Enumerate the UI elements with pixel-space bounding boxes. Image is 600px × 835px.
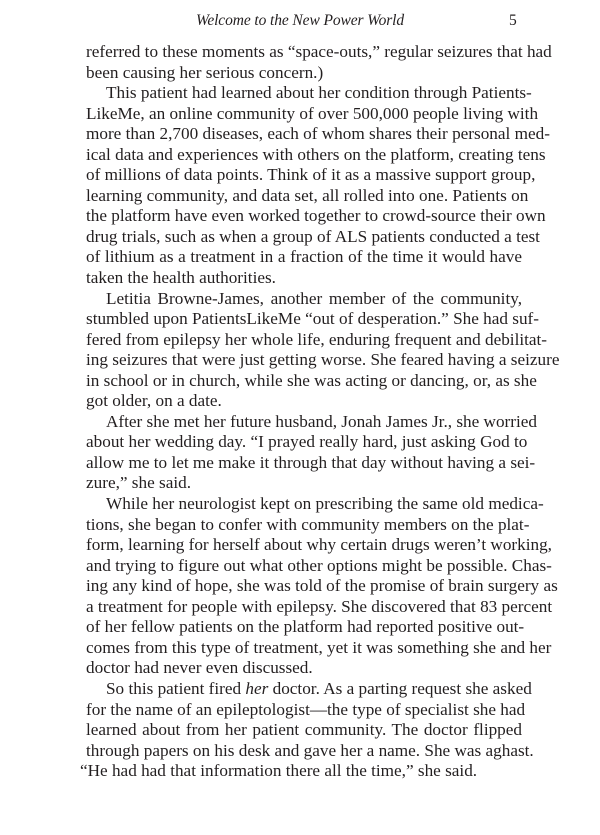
text-line: ing seizures that were just getting worse. She feared having a seizure: [86, 350, 560, 370]
text-line: through papers on his desk and gave her a name. She was aghast.: [86, 740, 534, 760]
text-line: comes from this type of treatment, yet it was something she and her: [86, 637, 552, 657]
text-line: [86, 678, 532, 700]
text-line: got older, on a date.: [86, 391, 222, 411]
body-text: [80, 42, 560, 782]
text-line: referred to these moments as “space-outs,” regular seizures that had: [86, 42, 552, 61]
text-line: a treatment for people with epilepsy. She discovered that 83 percent: [86, 596, 553, 616]
paragraph: [86, 288, 560, 412]
text-line: After she met her future husband, Jonah James Jr., she worried: [106, 411, 538, 431]
paragraph: [80, 678, 534, 782]
text-line: fered from epilepsy her whole life, enduring frequent and debilitat-: [86, 329, 548, 349]
text-line: learning community, and data set, all rolled into one. Patients on: [86, 185, 529, 205]
paragraph: [86, 494, 558, 679]
running-title: Welcome to the New Power World: [195, 12, 405, 29]
paragraph: [86, 83, 550, 288]
text-line: ing any kind of hope, she was told of the promise of brain surgery as: [86, 576, 558, 596]
text-line: drug trials, such as when a group of ALS patients conducted a test: [86, 226, 540, 246]
text-line: been causing her serious concern.): [86, 62, 324, 82]
paragraph: [86, 411, 538, 494]
paragraph: [86, 42, 552, 83]
text-run: doctor. As a parting request she asked: [268, 678, 532, 698]
text-line: LikeMe, an online community of over 500,000 people living with: [86, 103, 539, 123]
text-line: This patient had learned about her condition through Patients-: [106, 83, 532, 103]
text-line: the platform have even worked together to crowd-source their own: [86, 206, 546, 226]
text-line: doctor had never even discussed.: [86, 658, 313, 678]
text-line: ical data and experiences with others on the platform, creating tens: [86, 144, 546, 164]
text-line: of millions of data points. Think of it as a massive support group,: [86, 165, 536, 185]
text-run: So this patient fired: [106, 678, 246, 698]
text-line: zure,” she said.: [86, 473, 191, 493]
text-line: learned about from her patient community. The doctor flipped: [86, 720, 522, 740]
text-line: allow me to let me make it through that day without having a sei-: [86, 452, 536, 472]
text-line: for the name of an epileptologist—the type of specialist she had: [86, 699, 526, 719]
text-line: and trying to figure out what other options might be possible. Chas-: [86, 555, 552, 575]
text-line: tions, she began to confer with community members on the plat-: [86, 514, 530, 534]
text-line: “He had had that information there all the time,” she said.: [80, 761, 478, 781]
text-line: Letitia Browne-James, another member of the community,: [106, 288, 522, 308]
text-line: stumbled upon PatientsLikeMe “out of desperation.” She had suf-: [86, 309, 539, 329]
text-line: form, learning for herself about why certain drugs weren’t working,: [86, 535, 552, 555]
text-line: of lithium as a treatment in a fraction of the time it would have: [86, 247, 522, 267]
text-line: more than 2,700 diseases, each of whom shares their personal med-: [86, 124, 550, 144]
text-line: taken the health authorities.: [86, 268, 276, 288]
text-line: about her wedding day. “I prayed really hard, just asking God to: [86, 432, 528, 452]
running-header: [0, 8, 600, 32]
page-number: 5: [509, 12, 517, 29]
text-line: of her fellow patients on the platform had reported positive out-: [86, 617, 525, 637]
text-line: in school or in church, while she was acting or dancing, or, as she: [86, 370, 537, 390]
text-line: While her neurologist kept on prescribing the same old medica-: [106, 494, 544, 514]
emphasis-text: her: [245, 678, 269, 698]
